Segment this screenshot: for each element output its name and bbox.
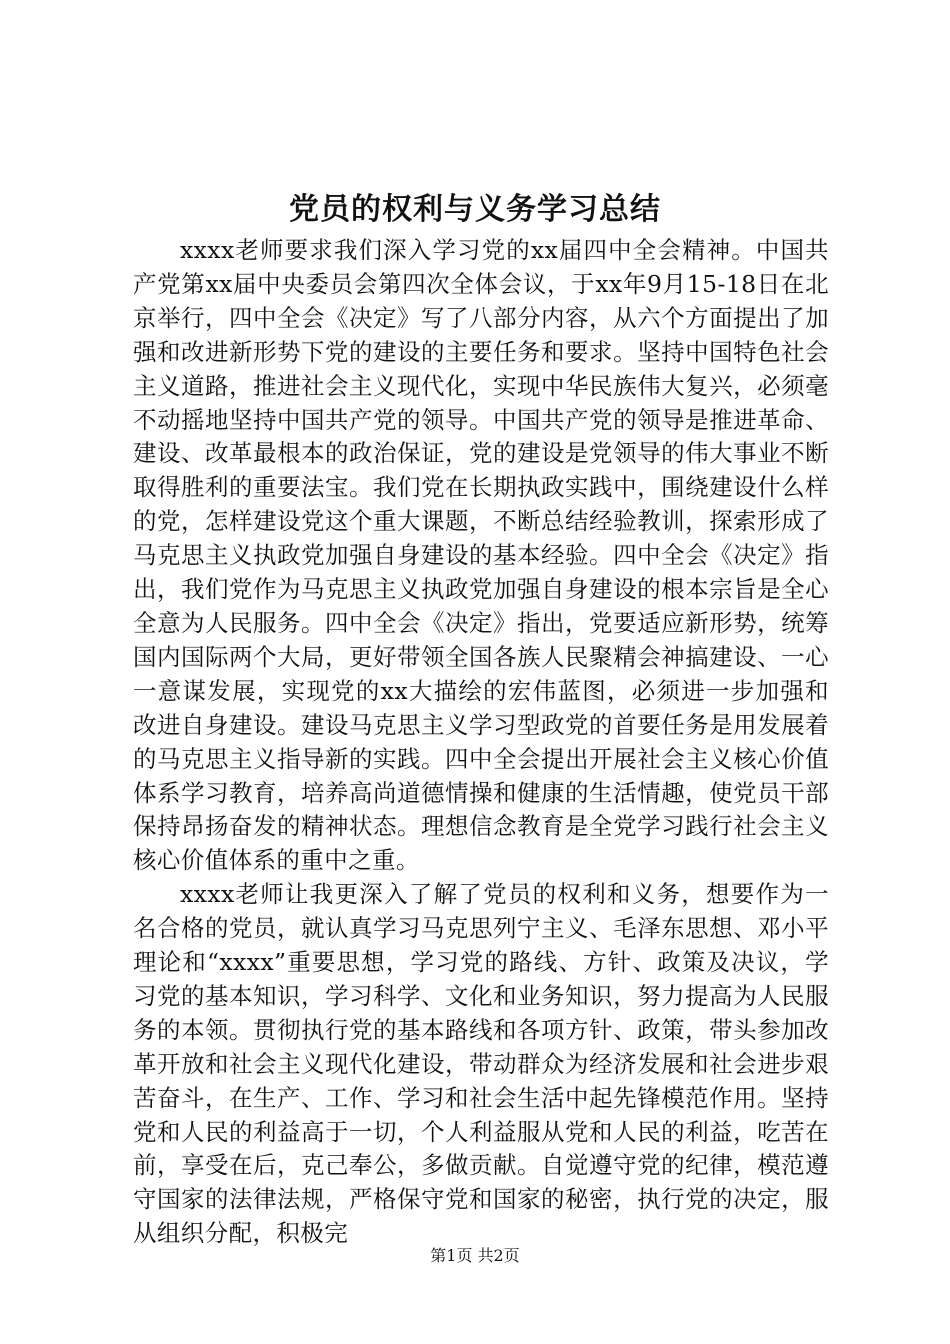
paragraph-2: xxxx老师让我更深入了解了党员的权利和义务，想要作为一名合格的党员，就认真学习马克思列宁主义、毛泽东思想、邓小平理论和“xxxx”重要思想，学习党的路线、方针、政策及决议，学习党的基本知识，学习科学、文化和业务知识，努力提高为人民服务的本领。贯彻执行党的基本路线和各项方针、政策，带头参加改革开放和社会主义现代化建设，带动群众为经济发展和社会进步艰苦奋斗，在生产、工作、学习和社会生活中起先锋模范作用。坚持党和人民的利益高于一切，个人利益服从党和人民的利益，吃苦在前，享受在后，克己奉公，多做贡献。自觉遵守党的纪律，模范遵守国家的法律法规，严格保守党和国家的秘密，执行党的决定，服从组织分配，积极完 <box>133 880 829 1248</box>
paragraph-1: xxxx老师要求我们深入学习党的xx届四中全会精神。中国共产党第xx届中央委员会第四次全体会议，于xx年9月15-18日在北京举行，四中全会《决定》写了八部分内容，从六个方面提出了加强和改进新形势下党的建设的主要任务和要求。坚持中国特色社会主义道路，推进社会主义现代化，实现中华民族伟大复兴，必须毫不动摇地坚持中国共产党的领导。中国共产党的领导是推进革命、建设、改革最根本的政治保证，党的建设是党领导的伟大事业不断取得胜利的重要法宝。我们党在长期执政实践中，围绕建设什么样的党，怎样建设党这个重大课题，不断总结经验教训，探索形成了马克思主义执政党加强自身建设的基本经验。四中全会《决定》指出，我们党作为马克思主义执政党加强自身建设的根本宗旨是全心全意为人民服务。四中全会《决定》指出，党要适应新形势，统筹国内国际两个大局，更好带领全国各族人民聚精会神搞建设、一心一意谋发展，实现党的xx大描绘的宏伟蓝图，必须进一步加强和改进自身建设。建设马克思主义学习型政党的首要任务是用发展着的马克思主义指导新的实践。四中全会提出开展社会主义核心价值体系学习教育，培养高尚道德情操和健康的生活情趣，使党员干部保持昂扬奋发的精神状态。理想信念教育是全党学习践行社会主义核心价值体系的重中之重。 <box>133 236 829 875</box>
document-title: 党员的权利与义务学习总结 <box>289 192 661 227</box>
page-number-footer: 第1页 共2页 <box>430 1246 520 1265</box>
document-body <box>133 234 829 1251</box>
